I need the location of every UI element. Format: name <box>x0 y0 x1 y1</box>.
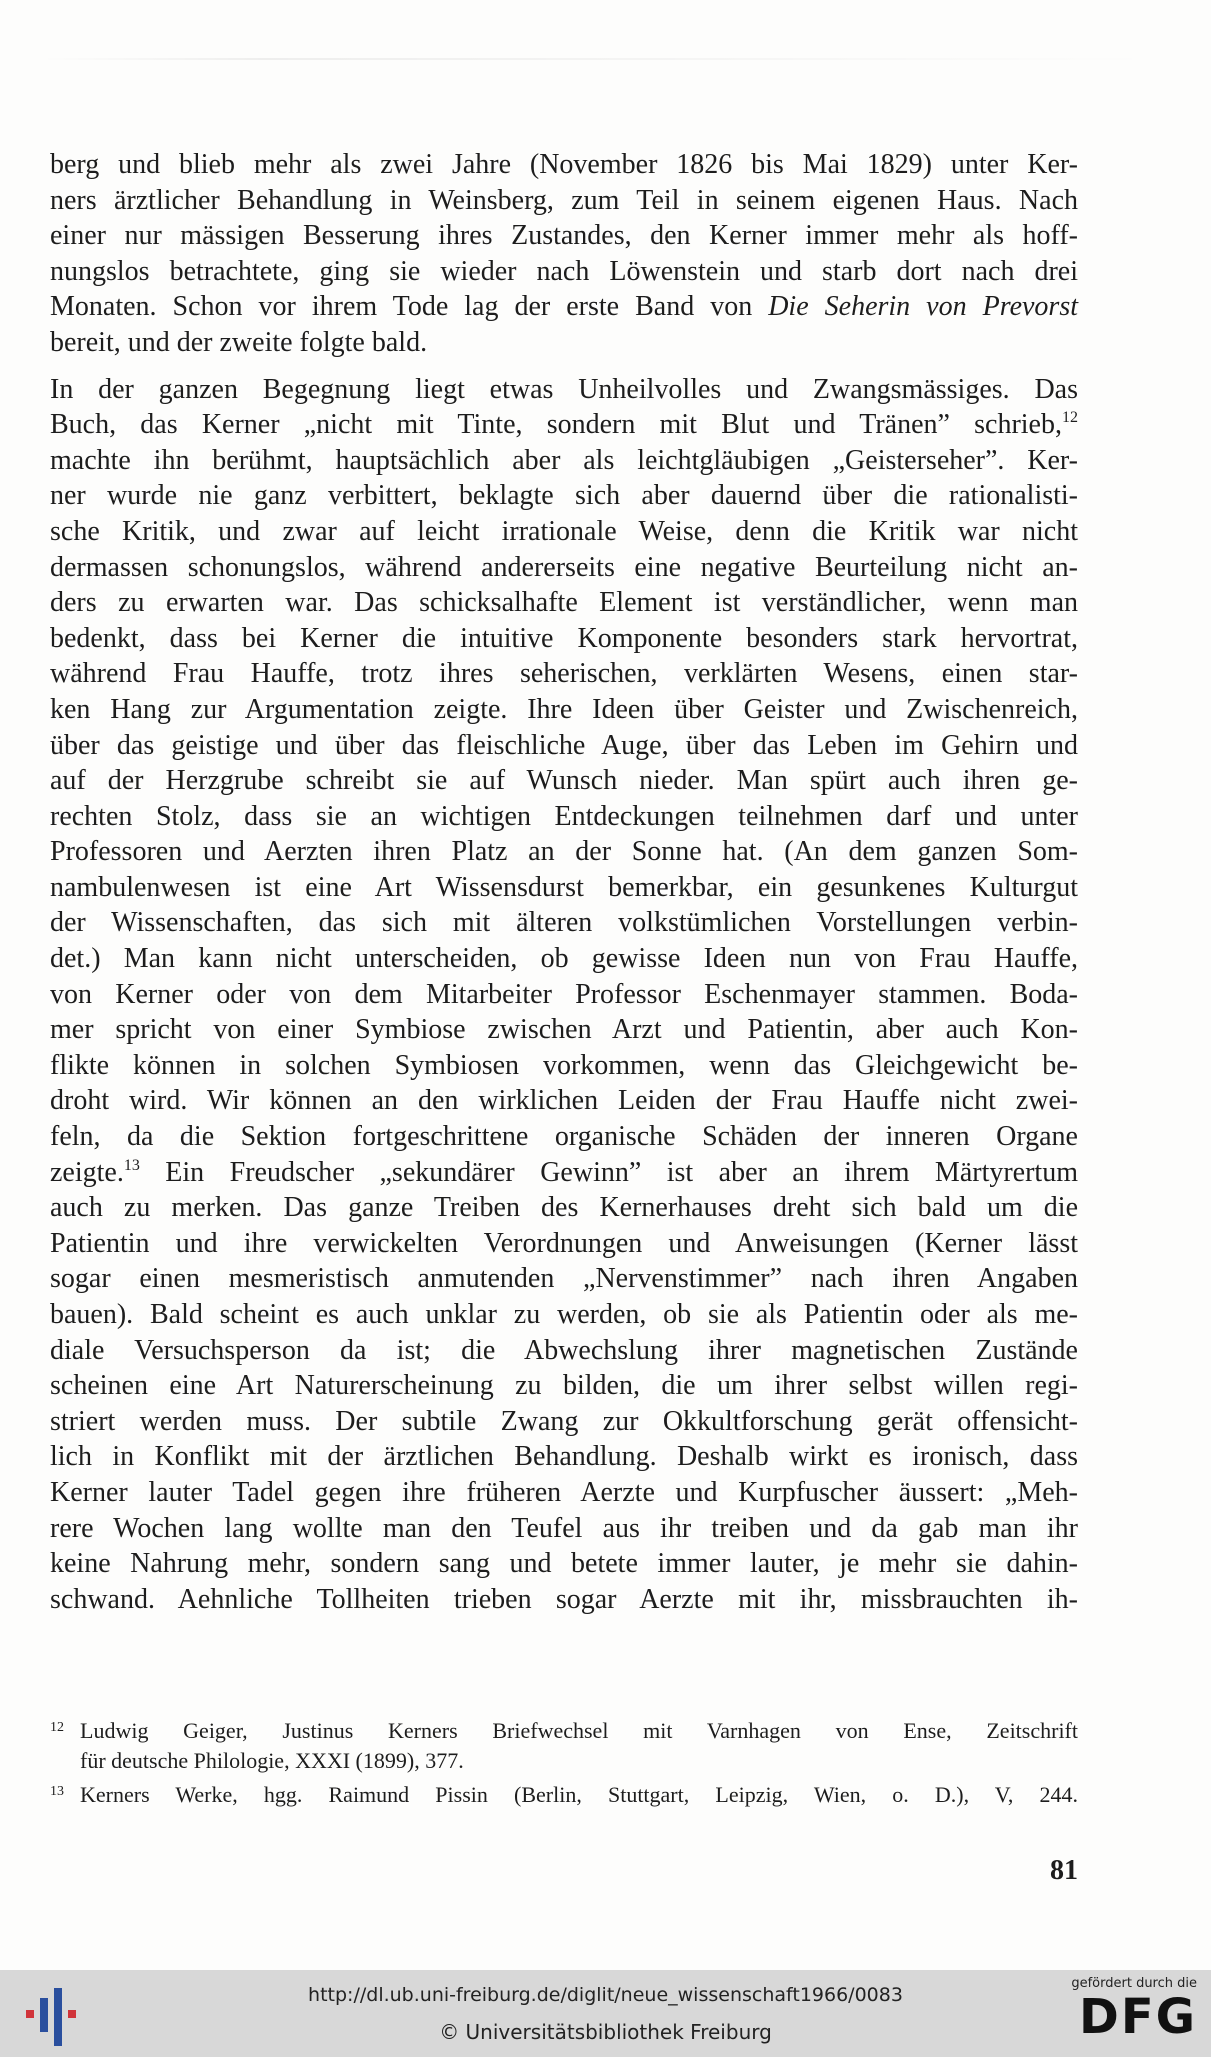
text-line: feln, da die Sektion fortgeschrittene organische Schäden der inneren Organe <box>50 1121 1078 1153</box>
text-segment: Ein Freudscher „sekundärer Gewinn” ist aber an ihrem Märtyrertum <box>139 1156 1078 1188</box>
text-line: bauen). Bald scheint es auch unklar zu werden, ob sie als Patientin oder als me- <box>50 1299 1078 1330</box>
text-line: ders zu erwarten war. Das schicksalhafte Element ist verständlicher, wenn man <box>50 587 1078 619</box>
text-line: auf der Herzgrube schreibt sie auf Wunsch nieder. Man spürt auch ihren ge- <box>50 765 1078 797</box>
text-line: auch zu merken. Das ganze Treiben des Kernerhauses dreht sich bald um die <box>50 1192 1078 1224</box>
page-number: 81 <box>1050 1855 1078 1886</box>
footnote-text <box>80 1716 1078 1776</box>
text-line: droht wird. Wir können an den wirklichen Leiden der Frau Hauffe nicht zwei- <box>50 1085 1078 1117</box>
text-line: striert werden muss. Der subtile Zwang zur Okkultforschung gerät offensicht- <box>50 1405 1078 1437</box>
text-line: berg und blieb mehr als zwei Jahre (November 1826 bis Mai 1829) unter Ker- <box>50 149 1078 180</box>
text-line: bereit, und der zweite folgte bald. <box>50 326 428 358</box>
body-text <box>50 147 1078 1628</box>
paragraph-1 <box>50 147 1078 361</box>
text-line: über das geistige und über das fleischliche Auge, über das Leben im Gehirn und <box>50 729 1078 761</box>
text-line: mer spricht von einer Symbiose zwischen Arzt und Patientin, aber auch Kon- <box>50 1014 1078 1046</box>
text-line: Kerner lauter Tadel gegen ihre früheren Aerzte und Kurpfuscher äussert: „Meh- <box>50 1476 1078 1508</box>
text-line: sogar einen mesmeristisch anmutenden „Nervenstimmer” nach ihren Angaben <box>50 1263 1078 1295</box>
footnote-12 <box>50 1716 1078 1776</box>
text-line: sche Kritik, und zwar auf leicht irrationale Weise, denn die Kritik war nicht <box>50 515 1078 547</box>
text-segment: Monaten. Schon vor ihrem Tode lag der erste Band von <box>50 291 769 323</box>
viewer-footer <box>0 1970 1211 2057</box>
text-line: ken Hang zur Argumentation zeigte. Ihre Ideen über Geister und Zwischenreich, <box>50 693 1078 725</box>
permalink-url[interactable]: http://dl.ub.uni-freiburg.de/diglit/neue_wissenschaft1966/0083 <box>308 1984 903 2006</box>
text-line: keine Nahrung mehr, sondern sang und betete immer lauter, je mehr sie dahin- <box>50 1548 1078 1580</box>
text-line: einer nur mässigen Besserung ihres Zustandes, den Kerner immer mehr als hoff- <box>50 220 1078 252</box>
footnote-line: für deutsche Philologie, XXXI (1899), 377. <box>80 1748 464 1773</box>
text-line: ner wurde nie ganz verbittert, beklagte sich aber dauernd über die rationalisti- <box>50 480 1078 512</box>
text-line: flikte können in solchen Symbiosen vorkommen, wenn das Gleichgewicht be- <box>50 1049 1078 1081</box>
text-line <box>50 1155 1078 1191</box>
text-line: nungslos betrachtete, ging sie wieder nach Löwenstein und starb dort nach drei <box>50 255 1078 287</box>
footnote-number: 12 <box>50 1720 64 1735</box>
text-segment: Buch, das Kerner „nicht mit Tinte, sondern mit Blut und Tränen” schrieb, <box>50 409 1062 441</box>
text-line: rere Wochen lang wollte man den Teufel aus ihr treiben und da gab man ihr <box>50 1512 1078 1544</box>
text-line: von Kerner oder von dem Mitarbeiter Professor Eschenmayer stammen. Boda- <box>50 978 1078 1010</box>
footnotes <box>50 1716 1078 1814</box>
text-segment: zeigte. <box>50 1156 124 1188</box>
footnote-13 <box>50 1780 1078 1810</box>
text-line: rechten Stolz, dass sie an wichtigen Entdeckungen teilnehmen darf und unter <box>50 800 1078 832</box>
text-line <box>50 407 1078 443</box>
footnote-line: Kerners Werke, hgg. Raimund Pissin (Berlin, Stuttgart, Leipzig, Wien, o. D.), V, 244. <box>80 1782 1078 1807</box>
text-line: Professoren und Aerzten ihren Platz an der Sonne hat. (An dem ganzen Som- <box>50 836 1078 868</box>
dfg-caption: gefördert durch die <box>1071 1976 1197 1991</box>
text-line: während Frau Hauffe, trotz ihres seherischen, verklärten Wesens, einen star- <box>50 658 1078 690</box>
paragraph-2 <box>50 372 1078 1618</box>
footnote-line: Ludwig Geiger, Justinus Kerners Briefwechsel mit Varnhagen von Ense, Zeitschrift <box>80 1718 1078 1743</box>
dfg-logo: DFG <box>1078 1989 1197 2045</box>
footnote-ref-12[interactable]: 12 <box>1062 409 1078 427</box>
text-line: bedenkt, dass bei Kerner die intuitive Komponente besonders stark hervortrat, <box>50 622 1078 654</box>
text-line <box>50 289 1078 325</box>
text-line: dermassen schonungslos, während andererseits eine negative Beurteilung nicht an- <box>50 551 1078 583</box>
text-line: machte ihn berühmt, hauptsächlich aber als leichtgläubigen „Geisterseher”. Ker- <box>50 444 1078 476</box>
dfg-funding-badge <box>1067 1976 1197 2052</box>
text-line: lich in Konflikt mit der ärztlichen Behandlung. Deshalb wirkt es ironisch, dass <box>50 1441 1078 1473</box>
text-line: diale Versuchsperson da ist; die Abwechslung ihrer magnetischen Zustände <box>50 1334 1078 1366</box>
footnote-number: 13 <box>50 1784 64 1799</box>
book-title: Die Seherin von Prevorst <box>768 291 1078 323</box>
text-line: det.) Man kann nicht unterscheiden, ob gewisse Ideen nun von Frau Hauffe, <box>50 943 1078 975</box>
text-line: ners ärztlicher Behandlung in Weinsberg, zum Teil in seinem eigenen Haus. Nach <box>50 184 1078 216</box>
text-line: nambulenwesen ist eine Art Wissensdurst bemerkbar, ein gesunkenes Kulturgut <box>50 871 1078 903</box>
footnote-ref-13[interactable]: 13 <box>123 1156 140 1174</box>
text-line: schwand. Aehnliche Tollheiten trieben sogar Aerzte mit ihr, missbrauchten ih- <box>50 1583 1078 1615</box>
text-line: Patientin und ihre verwickelten Verordnungen und Anweisungen (Kerner lässt <box>50 1227 1078 1259</box>
copyright-notice: © Universitätsbibliothek Freiburg <box>439 2020 772 2044</box>
text-line: der Wissenschaften, das sich mit älteren volkstümlichen Vorstellungen verbin- <box>50 907 1078 939</box>
text-line: scheinen eine Art Naturerscheinung zu bilden, die um ihrer selbst willen regi- <box>50 1370 1078 1402</box>
scan-artifact <box>40 58 1160 60</box>
text-line: In der ganzen Begegnung liegt etwas Unheilvolles und Zwangsmässiges. Das <box>50 373 1078 405</box>
footnote-text <box>80 1780 1078 1810</box>
